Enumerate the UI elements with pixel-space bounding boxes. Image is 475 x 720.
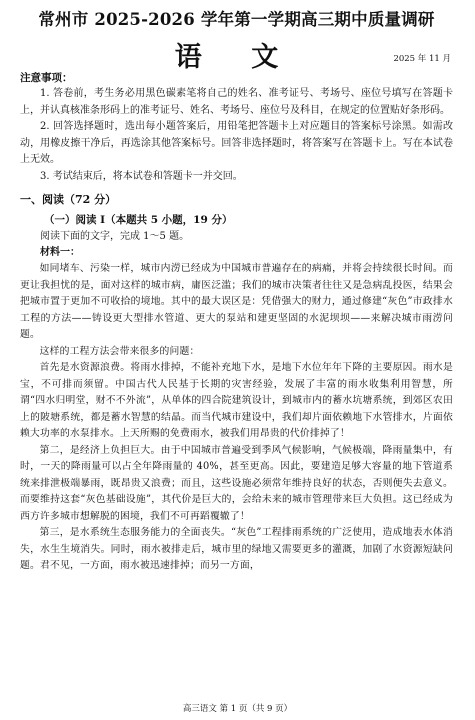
section-heading: 一、阅读（72 分） xyxy=(20,193,117,206)
note-item: 2. 回答选择题时，选出每小题答案后，用铅笔把答题卡上对应题目的答案标号涂黑。如需改动，用橡皮擦干净后，再选涂其他答案标号。回答非选择题时，将答案写在答题卡上。写在本试卷上无效。 xyxy=(20,121,453,165)
subject-row xyxy=(20,30,453,73)
material-paragraph: 第三，是水系统生态服务能力的全面丧失。“灰色”工程排雨系统的广泛使用，造成地表水体消失，水生生境消失。同时，雨水被排走后，城市里的绿地又需要更多的灌溉，加剧了水资源短缺问题。君不见，一方面，雨水被迅速排掉；而另一方面， xyxy=(20,527,453,571)
subject-title: 语 文 xyxy=(174,42,299,73)
material-paragraph: 这样的工程方法会带来很多的问题： xyxy=(39,345,200,357)
reading-instruction: 阅读下面的文字，完成 1～5 题。 xyxy=(40,231,190,242)
exam-title: 常州市 2025-2026 学年第一学期高三期中质量调研 xyxy=(38,10,435,29)
page-footer: 高三语文 第 1 页（共 9 页） xyxy=(182,704,293,714)
notes-heading: 注意事项： xyxy=(20,72,73,84)
material-paragraph: 首先是水资源浪费。将雨水排掉，不能补充地下水，是地下水位年年下降的主要原因。雨水是宝，不可排而须留。中国古代人民基于长期的灾害经验，发展了丰富的雨水收集利用智慧，所谓“四水归明堂，财不不外流”，从单体的四合院建筑设计，到城市内的蓄水坑塘系统，到郊区农田上的陂塘系统，都是蓄水智慧的结晶。而当代城市建设中，我们却片面依赖地下水管排水，片面依赖大功率的水泵排水。上天所赐的免费雨水，被我们用昂贵的代价排掉了！ xyxy=(20,362,453,439)
note-item: 3. 考试结束后，将本试卷和答题卡一并交回。 xyxy=(40,170,243,182)
note-item: 1. 答卷前，考生务必用黑色碳素笔将自己的姓名、准考证号、考场号、座位号填写在答题卡上，并认真核准条形码上的准考证号、姓名、考场号、座位号及科目，在规定的位置贴好条形码。 xyxy=(20,88,453,116)
material-paragraph: 第二，是经济上负担巨大。由于中国城市普遍受到季风气候影响，气候极端，降雨量集中，有时，一天的降雨量可以占全年降雨量的 40%，甚至更高。因此，要建造足够大容量的地下管道系统来排泄极端暴雨，既昂贵又浪费；而且，这些设施必须常年维持良好的状态，否则便失去意义。而要维持这套“灰色基础设施”，其代价是巨大的，会给未来的城市管理带来巨大负担。这已经成为西方许多城市想解脱的困境，我们不可再蹈覆辙了！ xyxy=(20,444,453,522)
exam-date: 2025 年 11 月 xyxy=(393,54,451,64)
material-paragraph: 如同堵车、污染一样，城市内涝已经成为中国城市普遍存在的病痛，并将会持续很长时间。而更让我担忧的是，面对这样的城市病，庸医泛滥；我们的城市决策者往往又是急病乱投医，结果会把城市置于更加不可收拾的境地。其中的最大误区是：凭借强大的财力，通过修建“灰色”市政排水工程的方法——铸设更大型排水管道、更大的泵站和建更坚固的水泥坝坝——来解决城市雨涝问题。 xyxy=(20,263,453,340)
subsection-heading: （一）阅读 Ⅰ（本题共 5 小题，19 分） xyxy=(44,214,233,226)
material-label: 材料一： xyxy=(40,247,80,258)
